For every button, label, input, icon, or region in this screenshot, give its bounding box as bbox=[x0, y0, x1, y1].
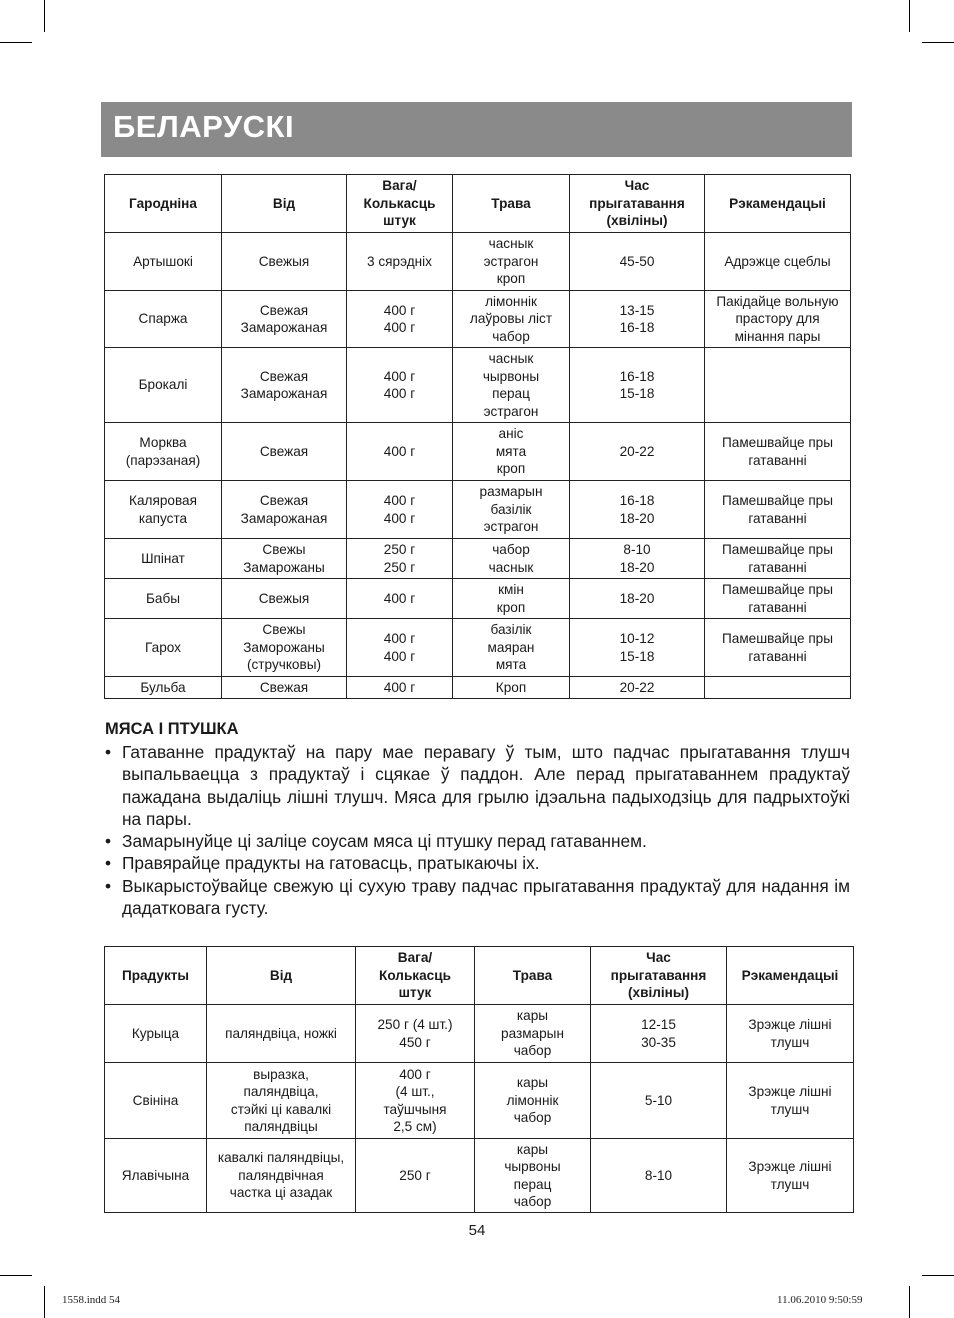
table-row bbox=[105, 677, 851, 699]
cell-type: Свежыя bbox=[222, 579, 347, 619]
cell-recommendation: Памешвайце пры гатаваннi bbox=[705, 579, 851, 619]
cell-recommendation: Адрэжце сцеблы bbox=[705, 233, 851, 291]
language-header-bar bbox=[101, 102, 852, 157]
cell-time: 20-22 bbox=[570, 423, 705, 481]
cell-weight: 400 г bbox=[347, 423, 453, 481]
crop-mark bbox=[909, 1286, 910, 1318]
cell-recommendation: Памешвайце пры гатаваннi bbox=[705, 481, 851, 539]
col-header-type: Вiд bbox=[207, 947, 356, 1005]
cell-type: Свежы Заморожаны (стручковы) bbox=[222, 619, 347, 677]
cell-time: 20-22 bbox=[570, 677, 705, 699]
cell-herb: кмiн кроп bbox=[453, 579, 570, 619]
cell-recommendation: Памешвайце пры гатаваннi bbox=[705, 619, 851, 677]
table-header-row bbox=[105, 947, 854, 1005]
list-item-text: Правярайце прадукты на гатовасць, пратыкаючы iх. bbox=[122, 853, 540, 874]
date-slug: 11.06.2010 9:50:59 bbox=[777, 1294, 863, 1306]
table-row bbox=[105, 233, 851, 291]
col-header-type: Вiд bbox=[222, 175, 347, 233]
cell-weight: 250 г bbox=[356, 1139, 475, 1213]
cell-recommendation: Памешвайце пры гатаваннi bbox=[705, 423, 851, 481]
page-title: БЕЛАРУСКІ bbox=[113, 109, 295, 144]
col-header-recommendations: Рэкамендацыi bbox=[705, 175, 851, 233]
bullet-icon: • bbox=[105, 831, 112, 852]
cell-product: Курыца bbox=[105, 1005, 207, 1063]
cell-herb: лiмоннiк лаўровы лiст чабор bbox=[453, 291, 570, 348]
crop-mark bbox=[44, 1286, 45, 1318]
cell-weight: 250 г (4 шт.) 450 г bbox=[356, 1005, 475, 1063]
col-header-product: Прадукты bbox=[105, 947, 207, 1005]
cell-type: Свежыя bbox=[222, 233, 347, 291]
cell-vegetable: Брокалi bbox=[105, 348, 222, 423]
cell-type: Свежая Замарожаная bbox=[222, 481, 347, 539]
crop-mark bbox=[909, 0, 910, 32]
table-row bbox=[105, 1139, 854, 1213]
col-header-time: Час прыгатавання (хвiлiны) bbox=[591, 947, 727, 1005]
cell-time: 13-15 16-18 bbox=[570, 291, 705, 348]
cell-weight: 400 г bbox=[347, 677, 453, 699]
cell-herb: кары размарын чабор bbox=[475, 1005, 591, 1063]
col-header-herb: Трава bbox=[475, 947, 591, 1005]
cell-type: Свежая bbox=[222, 423, 347, 481]
cell-recommendation bbox=[705, 348, 851, 423]
bullet-icon: • bbox=[105, 742, 112, 762]
cell-vegetable: Артышокi bbox=[105, 233, 222, 291]
table-row bbox=[105, 539, 851, 579]
cell-weight: 400 г 400 г bbox=[347, 348, 453, 423]
list-item-text: Гатаванне прадуктаў на пару мае перавагу ў тым, што падчас прыгатавання тлушч выпальваецца з прадуктаў i сцякае ў паддон. Але перад прыгатаваннем прадуктаў пажадана выдалiць лiшнi тлушч. Мяса для грылю iдэальна падыходзiць для падрыхтоўкi на пары. bbox=[122, 742, 850, 829]
list-item bbox=[105, 852, 850, 874]
cell-weight: 400 г (4 шт., таўшчыня 2,5 см) bbox=[356, 1063, 475, 1139]
cell-type: Свежы Замарожаны bbox=[222, 539, 347, 579]
cell-herb: размарын базiлiк эстрагон bbox=[453, 481, 570, 539]
cell-vegetable: Бульба bbox=[105, 677, 222, 699]
cell-recommendation: Памешвайце пры гатаваннi bbox=[705, 539, 851, 579]
table-row bbox=[105, 579, 851, 619]
cell-type: кавалкi паляндвiцы, паляндвiчная частка цi азадак bbox=[207, 1139, 356, 1213]
cell-time: 5-10 bbox=[591, 1063, 727, 1139]
cell-weight: 3 сярэднiх bbox=[347, 233, 453, 291]
cell-type: Свежая bbox=[222, 677, 347, 699]
cell-recommendation: Зрэжце лiшнi тлушч bbox=[727, 1005, 854, 1063]
crop-mark bbox=[0, 1275, 32, 1276]
bullet-icon: • bbox=[105, 875, 112, 896]
cell-recommendation: Пакiдайце вольную прастору для мiнання пары bbox=[705, 291, 851, 348]
cell-weight: 400 г bbox=[347, 579, 453, 619]
crop-mark bbox=[44, 0, 45, 32]
crop-mark bbox=[0, 42, 32, 43]
bullet-icon: • bbox=[105, 853, 112, 874]
cell-time: 12-15 30-35 bbox=[591, 1005, 727, 1063]
table-row bbox=[105, 291, 851, 348]
col-header-time: Час прыгатавання (хвiлiны) bbox=[570, 175, 705, 233]
meat-table bbox=[104, 946, 854, 1213]
cell-herb: часнык чырвоны перац эстрагон bbox=[453, 348, 570, 423]
table-row bbox=[105, 481, 851, 539]
cell-herb: кары чырвоны перац чабор bbox=[475, 1139, 591, 1213]
cell-herb: анiс мята кроп bbox=[453, 423, 570, 481]
col-header-vegetable: Гароднiна bbox=[105, 175, 222, 233]
col-header-herb: Трава bbox=[453, 175, 570, 233]
table-row bbox=[105, 1063, 854, 1139]
cell-time: 10-12 15-18 bbox=[570, 619, 705, 677]
list-item bbox=[105, 875, 850, 920]
table-row bbox=[105, 423, 851, 481]
meat-tips-list bbox=[105, 741, 850, 919]
cell-weight: 400 г 400 г bbox=[347, 481, 453, 539]
cell-vegetable: Гарох bbox=[105, 619, 222, 677]
list-item bbox=[105, 830, 850, 852]
cell-time: 8-10 18-20 bbox=[570, 539, 705, 579]
cell-weight: 400 г 400 г bbox=[347, 619, 453, 677]
cell-weight: 250 г 250 г bbox=[347, 539, 453, 579]
cell-vegetable: Спаржа bbox=[105, 291, 222, 348]
file-slug: 1558.indd 54 bbox=[62, 1294, 121, 1306]
cell-vegetable: Шпiнат bbox=[105, 539, 222, 579]
cell-type: выразка, паляндвiца, стэйкi цi кавалкi паляндвiцы bbox=[207, 1063, 356, 1139]
cell-time: 8-10 bbox=[591, 1139, 727, 1213]
cell-vegetable: Бабы bbox=[105, 579, 222, 619]
cell-time: 16-18 18-20 bbox=[570, 481, 705, 539]
table-row bbox=[105, 619, 851, 677]
cell-time: 45-50 bbox=[570, 233, 705, 291]
cell-vegetable: Каляровая капуста bbox=[105, 481, 222, 539]
vegetables-table bbox=[104, 174, 851, 699]
cell-recommendation bbox=[705, 677, 851, 699]
table-row bbox=[105, 348, 851, 423]
cell-product: Ялавiчына bbox=[105, 1139, 207, 1213]
cell-product: Свiнiна bbox=[105, 1063, 207, 1139]
cell-herb: часнык эстрагон кроп bbox=[453, 233, 570, 291]
cell-recommendation: Зрэжце лiшнi тлушч bbox=[727, 1063, 854, 1139]
list-item bbox=[105, 741, 850, 830]
page-number: 54 bbox=[468, 1222, 486, 1239]
cell-herb: Кроп bbox=[453, 677, 570, 699]
col-header-weight: Вага/ Колькасць штук bbox=[347, 175, 453, 233]
crop-mark bbox=[922, 42, 954, 43]
cell-vegetable: Морква (парэзаная) bbox=[105, 423, 222, 481]
cell-herb: кары лiмоннiк чабор bbox=[475, 1063, 591, 1139]
cell-herb: чабор часнык bbox=[453, 539, 570, 579]
cell-recommendation: Зрэжце лiшнi тлушч bbox=[727, 1139, 854, 1213]
crop-mark bbox=[922, 1275, 954, 1276]
section-heading-meat-poultry: МЯСА I ПТУШКА bbox=[105, 720, 239, 738]
cell-type: паляндвiца, ножкi bbox=[207, 1005, 356, 1063]
list-item-text: Выкарыстоўвайце свежую цi сухую траву падчас прыгатавання прадуктаў для надання iм дадатковага густу. bbox=[122, 875, 850, 919]
cell-time: 18-20 bbox=[570, 579, 705, 619]
cell-herb: базiлiк маяран мята bbox=[453, 619, 570, 677]
cell-weight: 400 г 400 г bbox=[347, 291, 453, 348]
cell-time: 16-18 15-18 bbox=[570, 348, 705, 423]
col-header-weight: Вага/ Колькасць штук bbox=[356, 947, 475, 1005]
list-item-text: Замарынуйце цi залiце соусам мяса цi птушку перад гатаваннем. bbox=[122, 831, 647, 852]
col-header-recommendations: Рэкамендацыi bbox=[727, 947, 854, 1005]
cell-type: Свежая Замарожаная bbox=[222, 348, 347, 423]
table-row bbox=[105, 1005, 854, 1063]
table-header-row bbox=[105, 175, 851, 233]
cell-type: Свежая Замарожаная bbox=[222, 291, 347, 348]
